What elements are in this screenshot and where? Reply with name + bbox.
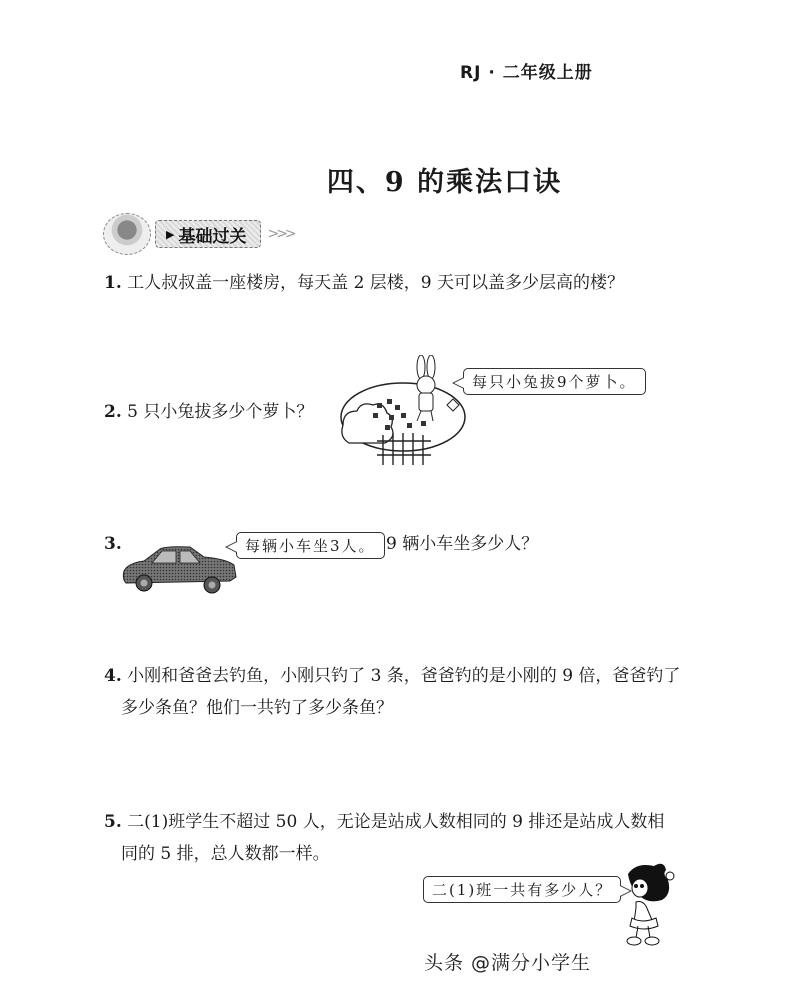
question-text: 9 辆小车坐多少人？	[386, 534, 539, 554]
speech-bubble: 二(1)班一共有多少人？	[423, 876, 621, 903]
speech-bubble: 每只小兔拔9个萝卜。	[463, 368, 646, 395]
play-marker-icon: ▶	[166, 227, 175, 241]
question-number: 4	[104, 666, 116, 686]
question-text-line-1: 二(1)班学生不超过 50 人，无论是站成人数相同的 9 排还是站成人数相	[127, 812, 665, 832]
page-title: 四、9 的乘法口诀	[326, 167, 563, 198]
car-illustration	[120, 545, 240, 595]
girl-illustration	[618, 862, 678, 948]
question-5: 5. 二(1)班学生不超过 50 人，无论是站成人数相同的 9 排还是站成人数相 同的 5 排，总人数都一样。	[104, 806, 744, 870]
chevrons-icon: >>>	[267, 226, 294, 242]
question-1: 1. 工人叔叔盖一座楼房，每天盖 2 层楼，9 天可以盖多少层高的楼？	[104, 273, 625, 293]
rabbit-garden-illustration	[335, 355, 475, 465]
question-3-number: 3.	[104, 534, 122, 554]
question-4: 4. 小刚和爸爸去钓鱼，小刚只钓了 3 条，爸爸钓的是小刚的 9 倍，爸爸钓了 多少条鱼？他们一共钓了多少条鱼？	[104, 660, 744, 724]
question-number: 2	[104, 402, 116, 422]
question-text: 工人叔叔盖一座楼房，每天盖 2 层楼，9 天可以盖多少层高的楼？	[127, 273, 625, 293]
question-2: 2. 5 只小兔拔多少个萝卜？	[104, 402, 314, 422]
speech-bubble: 每辆小车坐3人。	[236, 532, 385, 559]
mascot-icon	[103, 213, 151, 255]
question-text-line-1: 小刚和爸爸去钓鱼，小刚只钓了 3 条，爸爸钓的是小刚的 9 倍，爸爸钓了	[127, 666, 681, 686]
edition-label: RJ · 二年级上册	[460, 63, 593, 83]
question-text-line-2: 同的 5 排，总人数都一样。	[121, 844, 330, 864]
section-label: 基础过关	[178, 226, 247, 247]
question-number: 1	[104, 273, 116, 293]
watermark: 头条 @满分小学生	[424, 952, 592, 974]
question-text: 5 只小兔拔多少个萝卜？	[127, 402, 314, 422]
section-banner	[103, 213, 294, 255]
section-label-pill	[155, 220, 261, 248]
question-text-line-2: 多少条鱼？他们一共钓了多少条鱼？	[121, 698, 393, 718]
question-number: 5	[104, 812, 116, 832]
question-number: 3	[104, 534, 116, 554]
question-3	[386, 528, 646, 560]
